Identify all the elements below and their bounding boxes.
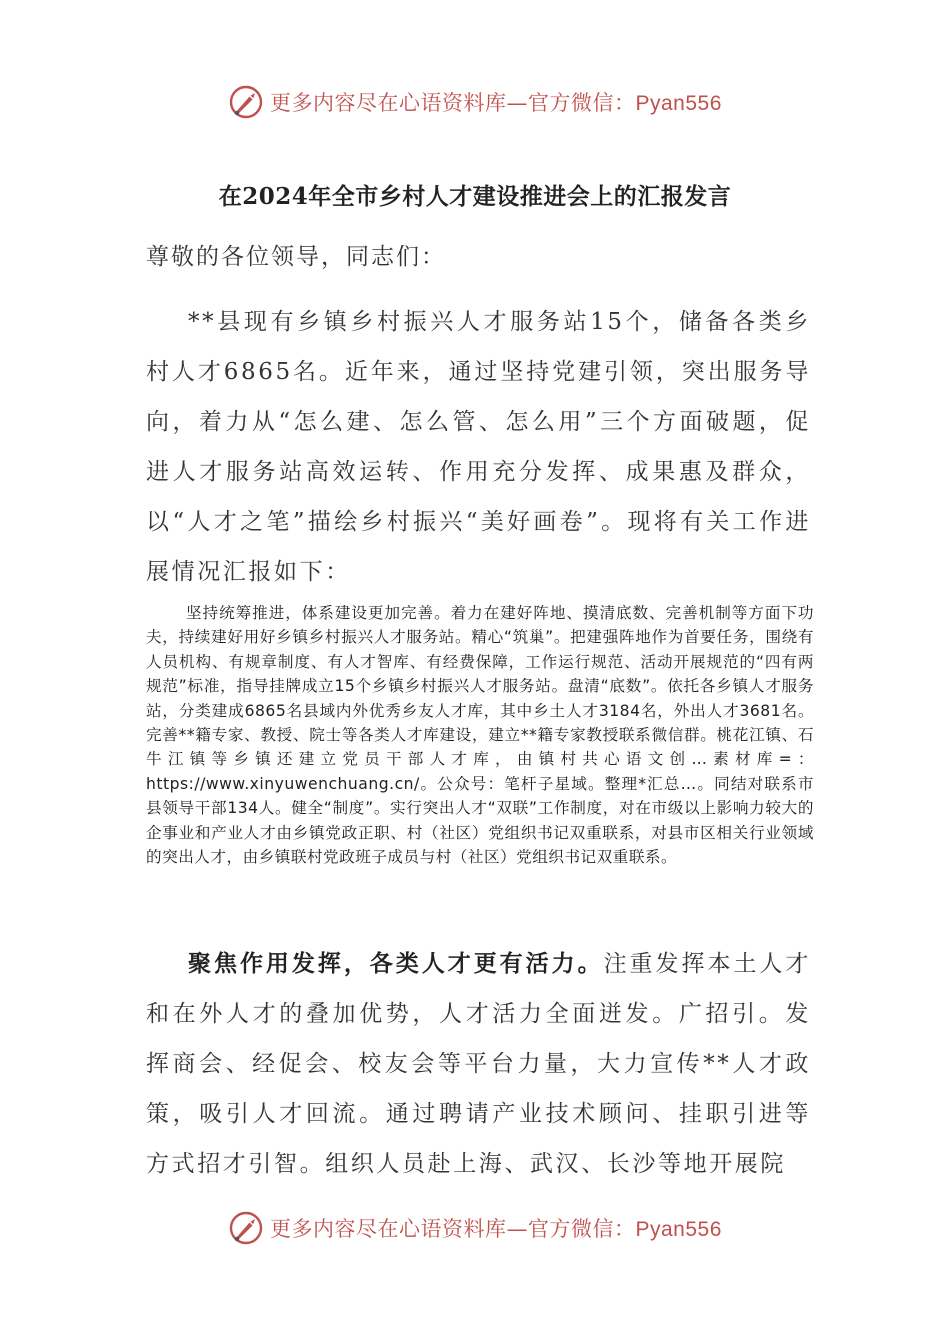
- paragraph-intro: **县现有乡镇乡村振兴人才服务站15个，储备各类乡村人才6865名。近年来，通过坚持党建引领，突出服务导向，着力从“怎么建、怎么管、怎么用”三个方面破题，促进人才服务站高效运转、作用充分发挥、成果惠及群众，以“人才之笔”描绘乡村振兴“美好画卷”。现将有关工作进展情况汇报如下：: [146, 309, 811, 585]
- watermark-banner-bottom: [228, 1208, 788, 1248]
- paragraph-talent-vitality: [146, 939, 811, 1189]
- paragraph-system-building: 坚持统筹推进，体系建设更加完善。着力在建好阵地、摸清底数、完善机制等方面下功夫，持续建好用好乡镇乡村振兴人才服务站。精心“筑巢”。把建强阵地作为首要任务，围绕有人员机构、有规章制度、有人才智库、有经费保障，工作运行规范、活动开展规范的“四有两规范”标准，指导挂牌成立15个乡镇乡村振兴人才服务站。盘清“底数”。依托各乡镇人才服务站，分类建成6865名县域内外优秀乡友人才库，其中乡土人才3184名，外出人才3681名。完善**籍专家、教授、院士等各类人才库建设，建立**籍专家教授联系微信群。桃花江镇、石牛江镇等乡镇还建立党员干部人才库，由镇村共心语文创…素材库=：https://www.xinyuwenchuang.cn/。公众号：笔杆子星域。整理*汇总…。同结对联系市县领导干部134人。健全“制度”。实行突出人才“双联”工作制度，对在市级以上影响力较大的企事业和产业人才由乡镇党政正职、村（社区）党组织书记双重联系，对县市区相关行业领域的突出人才，由乡镇联村党政班子成员与村（社区）党组织书记双重联系。: [146, 604, 814, 867]
- greeting: 尊敬的各位领导，同志们：: [146, 244, 446, 270]
- pen-nib-circle-icon: [228, 84, 264, 120]
- paragraph-heading: 聚焦作用发挥，各类人才更有活力。: [188, 950, 604, 977]
- watermark-text: [270, 87, 722, 117]
- document-title: 在2024年全市乡村人才建设推进会上的汇报发言: [218, 183, 732, 210]
- pen-nib-circle-icon: [228, 1210, 264, 1246]
- watermark-label: 更多内容尽在心语资料库—官方微信：: [270, 1217, 636, 1241]
- watermark-banner-top: [228, 82, 788, 122]
- watermark-text: [270, 1213, 722, 1243]
- watermark-wechat-id: Pyan556: [635, 1218, 722, 1241]
- watermark-wechat-id: Pyan556: [635, 92, 722, 115]
- paragraph-body: 注重发挥本土人才和在外人才的叠加优势，人才活力全面迸发。广招引。发挥商会、经促会、校友会等平台力量，大力宣传**人才政策，吸引人才回流。通过聘请产业技术顾问、挂职引进等方式招才引智。组织人员赴上海、武汉、长沙等地开展院: [146, 951, 811, 1177]
- watermark-label: 更多内容尽在心语资料库—官方微信：: [270, 91, 636, 115]
